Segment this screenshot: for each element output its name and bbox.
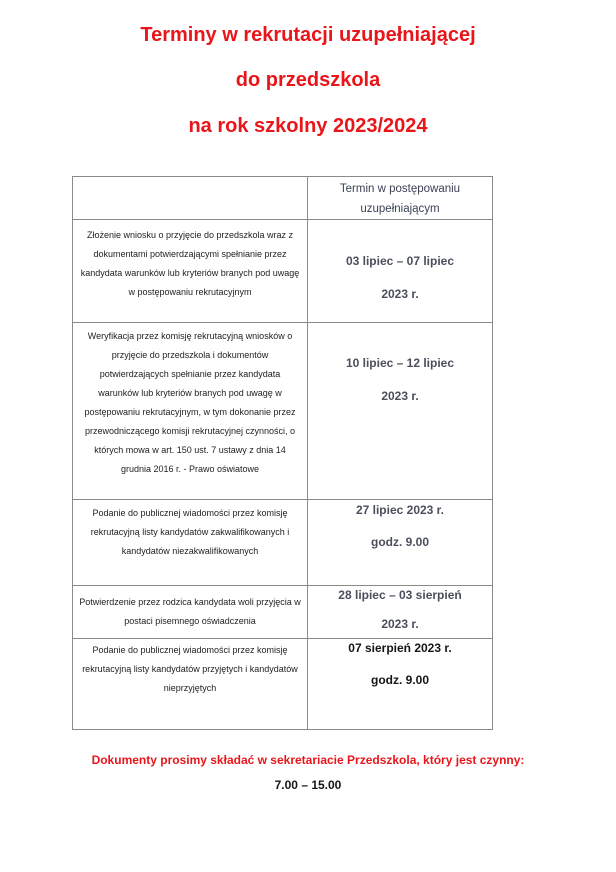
row-description-cell xyxy=(73,639,308,730)
table-header-row xyxy=(73,177,493,220)
row-description: Potwierdzenie przez rodzica kandydata woli przyjęcia w postaci pisemnego oświadczenia xyxy=(79,597,301,626)
row-term-cell xyxy=(308,639,493,730)
row-description-cell xyxy=(73,500,308,586)
row-description-cell xyxy=(73,323,308,500)
row-term-cell xyxy=(308,500,493,586)
row-term-line-2: 2023 r. xyxy=(381,287,419,301)
row-description: Podanie do publicznej wiadomości przez komisję rekrutacyjną listy kandydatów przyjętych i kandydatów nieprzyjętych xyxy=(82,645,298,693)
office-hours: 7.00 – 15.00 xyxy=(274,778,342,792)
row-term-line-1: 10 lipiec – 12 lipiec xyxy=(345,356,455,370)
header-cell-term xyxy=(308,177,493,220)
office-hours-notice: Dokumenty prosimy składać w sekretariacie Przedszkola, który jest czynny: xyxy=(91,753,525,767)
row-term-line-2: 2023 r. xyxy=(381,617,419,631)
table-row xyxy=(73,500,493,586)
page-title-line-3: na rok szkolny 2023/2024 xyxy=(188,115,428,137)
row-term-cell xyxy=(308,220,493,323)
row-description: Podanie do publicznej wiadomości przez komisję rekrutacyjną listy kandydatów zakwalifikowanych i kandydatów niezakwalifikowanych xyxy=(90,508,290,556)
row-term-line-1: 27 lipiec 2023 r. xyxy=(355,503,445,517)
row-term-line-1: 28 lipiec – 03 sierpień xyxy=(338,588,462,602)
row-term-cell xyxy=(308,323,493,500)
row-term-cell xyxy=(308,586,493,639)
row-term-line-2: godz. 9.00 xyxy=(370,673,429,687)
page-title-line-2: do przedszkola xyxy=(235,69,381,91)
header-cell-empty xyxy=(73,177,308,220)
row-description-cell xyxy=(73,220,308,323)
row-description: Złożenie wniosku o przyjęcie do przedszkola wraz z dokumentami potwierdzającymi spełnianie przez kandydata warunków lub kryteriów branych pod uwagę w postępowaniu rekrutacyjnym xyxy=(80,230,300,297)
row-description: Weryfikacja przez komisję rekrutacyjną wniosków o przyjęcie do przedszkola i dokumentów potwierdzających spełnianie przez kandydata warunków lub kryteriów branych pod uwagę w postępowaniu rekrutacyjnym, w tym dokonanie przez przewodniczącego komisji rekrutacyjnej czynności, o których mowa w art. 150 ust. 7 ustawy z dnia 14 grudnia 2016 r. - Prawo oświatowe xyxy=(84,331,296,474)
row-term-line-2: 2023 r. xyxy=(381,389,419,403)
table-row xyxy=(73,639,493,730)
row-description-cell xyxy=(73,586,308,639)
header-term-line-1: Termin w postępowaniu xyxy=(339,183,461,195)
table-row xyxy=(73,586,493,639)
row-term-line-2: godz. 9.00 xyxy=(370,535,429,549)
table-row xyxy=(73,323,493,500)
schedule-table xyxy=(72,176,493,730)
row-term-line-1: 03 lipiec – 07 lipiec xyxy=(345,254,455,268)
header-term-line-2: uzupełniającym xyxy=(360,203,440,215)
row-term-line-1: 07 sierpień 2023 r. xyxy=(348,641,452,655)
page-title-line-1: Terminy w rekrutacji uzupełniającej xyxy=(140,24,476,46)
table-row xyxy=(73,220,493,323)
